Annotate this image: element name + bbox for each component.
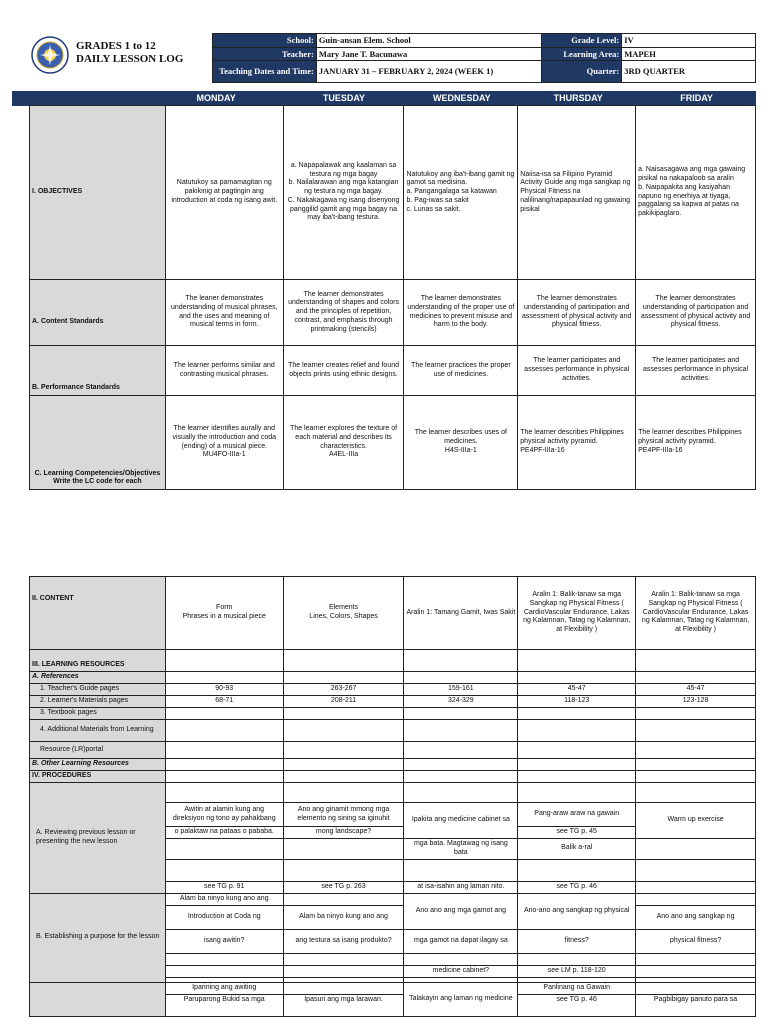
objectives-wednesday: Natutukoy ang iba't-ibang gamit ng gamot sa medisina. a. Pangangalaga sa katawan b. Pag-iwas sa sakit c. Lunas sa sakit. [404, 106, 518, 280]
reviewA-wednesday-3: at isa-isahin ang laman nito. [404, 881, 518, 893]
content-monday: Form Phrases in a musical piece [165, 577, 283, 650]
content-standards-wednesday: The learner demonstrates understanding of the proper use of medicines to prevent misuse and harm to the body. [404, 280, 518, 346]
performance-standards-tuesday: The learner creates relief and found objects prints using ethnic designs. [283, 346, 404, 396]
learning-competencies-wednesday: The learner describes uses of medicines. H4S-IIIa-1 [404, 396, 518, 490]
content-label: II. CONTENT [30, 577, 166, 650]
reviewB-thursday-1: Ano-ano ang sangkap ng physical [518, 893, 636, 929]
reviewB-thursday-2: fitness? [518, 929, 636, 953]
objectives-table [29, 105, 756, 490]
learners-materials-label: 2. Learner's Materials pages [30, 696, 166, 708]
content-standards-friday: The learner demonstrates understanding of participation and assessment of physical activity and physical fitness. [636, 280, 756, 346]
reviewC-monday-2: Paruparong Bukid sa mga [165, 994, 283, 1016]
day-tuesday: TUESDAY [283, 92, 405, 106]
reviewB-wednesday-2: mga gamot na dapat ilagay sa [404, 929, 518, 953]
reviewB-wednesday-1: Ano ano ang mga gamot ang [404, 893, 518, 929]
presenting-examples-label [30, 982, 166, 1016]
performance-standards-wednesday: The learner practices the proper use of medicines. [404, 346, 518, 396]
reviewA-thursday-4: see TG p. 46 [518, 881, 636, 893]
area-value: MAPEH [622, 47, 756, 61]
reviewB-monday-2: Introduction at Coda ng [165, 905, 283, 929]
objectives-monday: Natutukoy sa pamamagitan ng pakikinig at pagtingin ang introduction at coda ng isang awit. [165, 106, 283, 280]
reviewB-friday-1: Ano ano ang sangkap ng [636, 905, 756, 929]
reviewC-tuesday-1: Ipasuri ang mga larawan. [283, 994, 404, 1016]
school-label: School: [213, 34, 317, 48]
teacher-value: Mary Jane T. Bacunawa [316, 47, 542, 61]
day-wednesday: WEDNESDAY [405, 92, 519, 106]
lm-tuesday: 208-211 [283, 696, 404, 708]
reviewA-tuesday-1: Ano ang ginamit mmong mga elemento ng sining sa iginuhit [283, 803, 404, 827]
form-title-line1: GRADES 1 to 12 [76, 40, 156, 52]
objectives-friday: a. Naisasagawa ang mga gawaing pisikal na nakapaloob sa aralin b. Naipapakita ang kasiyahan napuno ng enerhiya at tiyaga, paggalang sa kapwa at patas na pakikipaglaro. [636, 106, 756, 280]
learning-competencies-thursday: The learner describes Philippines physical activity pyramid. PE4PF-IIIa-16 [518, 396, 636, 490]
additional-materials-label: 4. Additional Materials from Learning [30, 720, 166, 742]
reviewC-monday-1: Iparining ang awiting [165, 982, 283, 994]
procedures-label: IV. PROCEDURES [30, 771, 166, 783]
dates-label: Teaching Dates and Time: [213, 61, 317, 83]
content-standards-tuesday: The learner demonstrates understanding of shapes and colors and the principles of repetition, contrast, and emphasis through printmaking (stencils) [283, 280, 404, 346]
learning-competencies-label: C. Learning Competencies/Objectives Write the LC code for each [30, 396, 166, 490]
grade-value: IV [622, 34, 756, 48]
reviewB-monday-1: Alam ba ninyo kung ano ang [165, 893, 283, 905]
lm-wednesday: 324-329 [404, 696, 518, 708]
reviewC-thursday-1: Panlinang na Gawain [518, 982, 636, 994]
textbook-label: 3. Textbook pages [30, 708, 166, 720]
tg-tuesday: 263-267 [283, 684, 404, 696]
tg-monday: 90-93 [165, 684, 283, 696]
lr-portal-label: Resource (LR)portal [30, 742, 166, 759]
content-thursday: Aralin 1: Balik-tanaw sa mga Sangkap ng Physical Fitness ( CardioVascular Endurance, Lakas ng Kalamnan, Tatag ng Kalamnan, at Flexibility ) [518, 577, 636, 650]
day-friday: FRIDAY [638, 92, 756, 106]
performance-standards-thursday: The learner participates and assesses performance in physical activities. [518, 346, 636, 396]
days-header [12, 91, 756, 106]
performance-standards-label: B. Performance Standards [30, 346, 166, 396]
purpose-lesson-label: B. Establishing a purpose for the lesson [30, 893, 166, 982]
content-procedures-table [29, 576, 756, 1017]
references-label: A. References [30, 672, 166, 684]
quarter-label: Quarter: [542, 61, 622, 83]
reviewC-wednesday-1: Talakayin ang laman ng medicine [404, 982, 518, 1016]
learning-resources-label: III. LEARNING RESOURCES [30, 650, 166, 672]
reviewA-thursday-3: Balik a-ral [518, 839, 636, 860]
reviewA-thursday-2: see TG p. 45 [518, 827, 636, 839]
reviewC-thursday-2: see TG p. 46 [518, 994, 636, 1016]
reviewA-friday-1: Warm up exercise [636, 803, 756, 839]
reviewA-thursday-1: Pang-araw araw na gawain [518, 803, 636, 827]
header-info-table [212, 33, 756, 83]
school-value: Guin-ansan Elem. School [316, 34, 542, 48]
lm-monday: 68-71 [165, 696, 283, 708]
grade-label: Grade Level: [542, 34, 622, 48]
learning-competencies-tuesday: The learner explores the texture of each material and describes its characteristics. A4EL-IIIa [283, 396, 404, 490]
area-label: Learning Area: [542, 47, 622, 61]
reviewB-wednesday-3: medicine cabinet? [404, 965, 518, 977]
deped-seal [31, 36, 69, 74]
review-lesson-label: A. Reviewing previous lesson or presenting the new lesson [30, 783, 166, 894]
reviewA-tuesday-3: see TG p. 263 [283, 881, 404, 893]
content-tuesday: Elements Lines, Colors, Shapes [283, 577, 404, 650]
reviewA-wednesday-1: Ipakita ang medicine cabinet sa [404, 803, 518, 839]
content-standards-monday: The leaner demonstrates understanding of musical phrases, and the uses and meaning of musical terms in form. [165, 280, 283, 346]
tg-wednesday: 159-161 [404, 684, 518, 696]
reviewA-wednesday-2: mga bata. Magtawag ng isang bata [404, 839, 518, 860]
reviewA-monday-1: Awitin at alamin kung ang direksiyon ng tono ay pahakbang [165, 803, 283, 827]
content-wednesday: Aralin 1: Tamang Gamit, Iwas Sakit [404, 577, 518, 650]
performance-standards-friday: The learner participates and assesses performance in physical activities. [636, 346, 756, 396]
reviewA-tuesday-2: mong landscape? [283, 827, 404, 839]
content-standards-thursday: The learner demonstrates understanding of participation and assessment of physical activity and physical fitness. [518, 280, 636, 346]
learning-competencies-monday: The learner identifies aurally and visually the introduction and coda (ending) of a musical piece. MU4FO-IIIa-1 [165, 396, 283, 490]
objectives-label: I. OBJECTIVES [30, 106, 166, 280]
reviewB-tuesday-2: ang testura sa isang produkto? [283, 929, 404, 953]
reviewB-thursday-3: see LM p. 118-120 [518, 965, 636, 977]
content-friday: Aralin 1: Balik-tanaw sa mga Sangkap ng Physical Fitness ( CardioVascular Endurance, Lakas ng Kalamnan, Tatag ng Kalamnan, at Flexibility ) [636, 577, 756, 650]
form-title-line2: DAILY LESSON LOG [76, 53, 184, 65]
days-header-blank [13, 92, 150, 106]
reviewB-monday-3: isang awitin? [165, 929, 283, 953]
reviewA-monday-3: see TG p. 91 [165, 881, 283, 893]
teachers-guide-label: 1. Teacher's Guide pages [30, 684, 166, 696]
objectives-tuesday: a. Napapalawak ang kaalaman sa testura ng mga bagay b. Nailalarawan ang mga katangian ng testura ng mga bagay. C. Nakakagawa ng isang disenyong panggilid gamit ang mga bagay na may iba't-ibang testura. [283, 106, 404, 280]
performance-standards-monday: The learner performs similar and contrasting musical phrases. [165, 346, 283, 396]
lm-friday: 123-128 [636, 696, 756, 708]
objectives-thursday: Naiisa-isa sa Filipino Pyramid Activity Guide ang mga sangkap ng Physical Fitness na nalilinang/napapaunlad ng gawaing pisikal [518, 106, 636, 280]
reviewC-friday-1: Pagbibigay panuto para sa [636, 994, 756, 1016]
tg-thursday: 45-47 [518, 684, 636, 696]
teacher-label: Teacher: [213, 47, 317, 61]
reviewB-tuesday-1: Alam ba ninyo kung ano ang [283, 905, 404, 929]
reviewA-monday-2: o palaktaw na pataas o pababa. [165, 827, 283, 839]
reviewB-friday-2: physical fitness? [636, 929, 756, 953]
dates-value: JANUARY 31 – FEBRUARY 2, 2024 (WEEK 1) [316, 61, 542, 83]
tg-friday: 45-47 [636, 684, 756, 696]
lm-thursday: 118-123 [518, 696, 636, 708]
form-title [76, 40, 183, 66]
content-standards-label: A. Content Standards [30, 280, 166, 346]
other-resources-label: B. Other Learning Resources [30, 759, 166, 771]
day-monday: MONDAY [149, 92, 283, 106]
day-thursday: THURSDAY [519, 92, 638, 106]
learning-competencies-friday: The learner describes Philippines physical activity pyramid. PE4PF-IIIa-16 [636, 396, 756, 490]
quarter-value: 3RD QUARTER [622, 61, 756, 83]
